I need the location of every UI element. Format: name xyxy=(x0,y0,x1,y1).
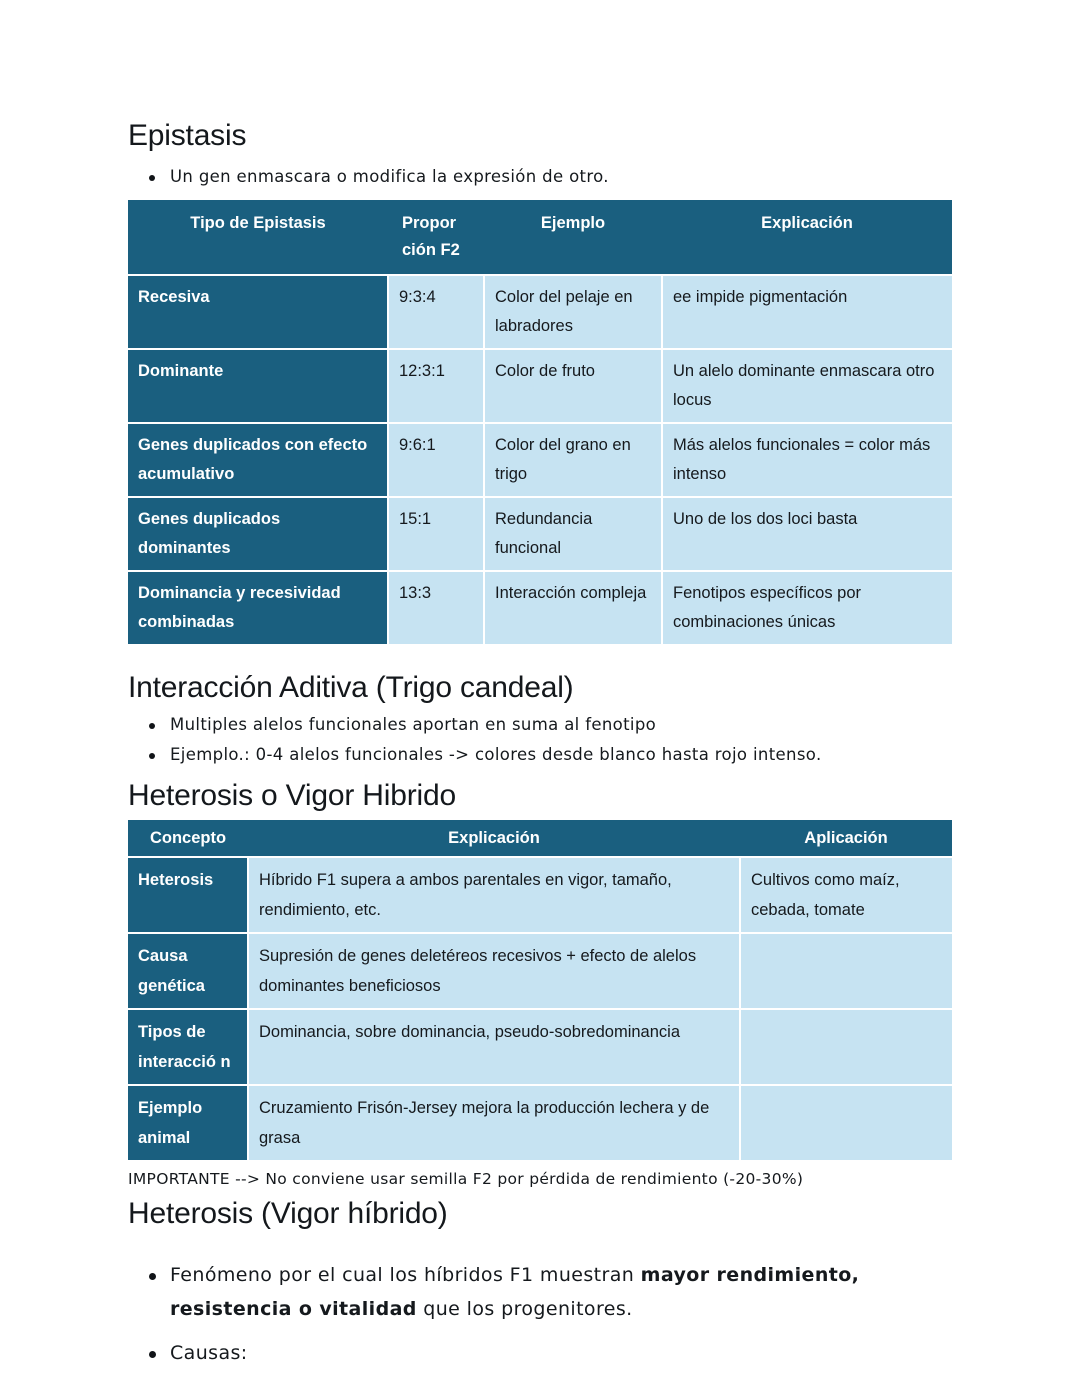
column-header-proporcion: Propor ción F2 xyxy=(388,200,484,275)
cell-proporcion: 9:6:1 xyxy=(388,423,484,497)
spacer xyxy=(128,1242,952,1258)
bullet-text-post: que los progenitores. xyxy=(416,1298,633,1320)
cell-explicacion: Más alelos funcionales = color más intenso xyxy=(662,423,952,497)
cell-ejemplo: Color del grano en trigo xyxy=(484,423,662,497)
table-row xyxy=(128,1009,952,1085)
cell-ejemplo: Color de fruto xyxy=(484,349,662,423)
heading-heterosis-vigor-hibrido: Heterosis o Vigor Hibrido xyxy=(128,779,456,812)
table-row xyxy=(128,1085,952,1160)
table-row xyxy=(128,275,952,349)
cell-ejemplo: Redundancia funcional xyxy=(484,497,662,571)
table-row xyxy=(128,933,952,1009)
list-item: Multiples alelos funcionales aportan en suma al fenotipo xyxy=(128,712,952,738)
column-header-tipo: Tipo de Epistasis xyxy=(128,200,388,275)
cell-proporcion: 9:3:4 xyxy=(388,275,484,349)
cell-explicacion: ee impide pigmentación xyxy=(662,275,952,349)
cell-aplicacion xyxy=(740,933,952,1009)
cell-tipo: Genes duplicados con efecto acumulativo xyxy=(128,423,388,497)
cell-ejemplo: Interacción compleja xyxy=(484,571,662,644)
cell-concepto: Ejemplo animal xyxy=(128,1085,248,1160)
table-epistasis xyxy=(128,200,952,644)
table-row xyxy=(128,571,952,644)
table-row xyxy=(128,497,952,571)
table-row xyxy=(128,857,952,933)
heterosis-vigor-bullet-list xyxy=(128,1258,952,1370)
heading-epistasis: Epistasis xyxy=(128,119,247,152)
cell-proporcion: 15:1 xyxy=(388,497,484,571)
table-header-row xyxy=(128,200,952,275)
cell-concepto: Tipos de interacció n xyxy=(128,1009,248,1085)
cell-proporcion: 13:3 xyxy=(388,571,484,644)
cell-explicacion: Uno de los dos loci basta xyxy=(662,497,952,571)
cell-concepto: Heterosis xyxy=(128,857,248,933)
list-item: Causas: xyxy=(128,1336,952,1370)
cell-explicacion: Híbrido F1 supera a ambos parentales en vigor, tamaño, rendimiento, etc. xyxy=(248,857,740,933)
important-note: IMPORTANTE --> No conviene usar semilla F2 por pérdida de rendimiento (-20-30%) xyxy=(128,1170,804,1188)
cell-aplicacion xyxy=(740,1009,952,1085)
cell-explicacion: Un alelo dominante enmascara otro locus xyxy=(662,349,952,423)
cell-aplicacion xyxy=(740,1085,952,1160)
interaccion-aditiva-bullet-list xyxy=(128,712,952,768)
column-header-explicacion: Explicación xyxy=(248,820,740,857)
table-header-row xyxy=(128,820,952,857)
column-header-explicacion: Explicación xyxy=(662,200,952,275)
list-item xyxy=(128,1258,952,1326)
cell-aplicacion: Cultivos como maíz, cebada, tomate xyxy=(740,857,952,933)
epistasis-bullet-list xyxy=(128,164,952,190)
cell-explicacion: Dominancia, sobre dominancia, pseudo-sobredominancia xyxy=(248,1009,740,1085)
list-item: Un gen enmascara o modifica la expresión de otro. xyxy=(128,164,952,190)
cell-explicacion: Cruzamiento Frisón-Jersey mejora la producción lechera y de grasa xyxy=(248,1085,740,1160)
spacer xyxy=(128,644,952,670)
cell-tipo: Dominancia y recesividad combinadas xyxy=(128,571,388,644)
column-header-aplicacion: Aplicación xyxy=(740,820,952,857)
heading-interaccion-aditiva: Interacción Aditiva (Trigo candeal) xyxy=(128,671,574,704)
list-item: Ejemplo.: 0-4 alelos funcionales -> colores desde blanco hasta rojo intenso. xyxy=(128,742,952,768)
bullet-text-emphasis: mayor rendimiento, resistencia o vitalidad xyxy=(170,1264,860,1320)
cell-ejemplo: Color del pelaje en labradores xyxy=(484,275,662,349)
cell-explicacion: Fenotipos específicos por combinaciones únicas xyxy=(662,571,952,644)
cell-tipo: Recesiva xyxy=(128,275,388,349)
table-row xyxy=(128,423,952,497)
cell-tipo: Dominante xyxy=(128,349,388,423)
table-row xyxy=(128,349,952,423)
table-heterosis xyxy=(128,820,952,1160)
bullet-text-pre: Fenómeno por el cual los híbridos F1 muestran xyxy=(170,1264,641,1286)
cell-concepto: Causa genética xyxy=(128,933,248,1009)
column-header-ejemplo: Ejemplo xyxy=(484,200,662,275)
cell-explicacion: Supresión de genes deletéreos recesivos + efecto de alelos dominantes beneficiosos xyxy=(248,933,740,1009)
cell-tipo: Genes duplicados dominantes xyxy=(128,497,388,571)
heading-heterosis-vigor-hibrido-2: Heterosis (Vigor híbrido) xyxy=(128,1197,448,1230)
column-header-concepto: Concepto xyxy=(128,820,248,857)
cell-proporcion: 12:3:1 xyxy=(388,349,484,423)
